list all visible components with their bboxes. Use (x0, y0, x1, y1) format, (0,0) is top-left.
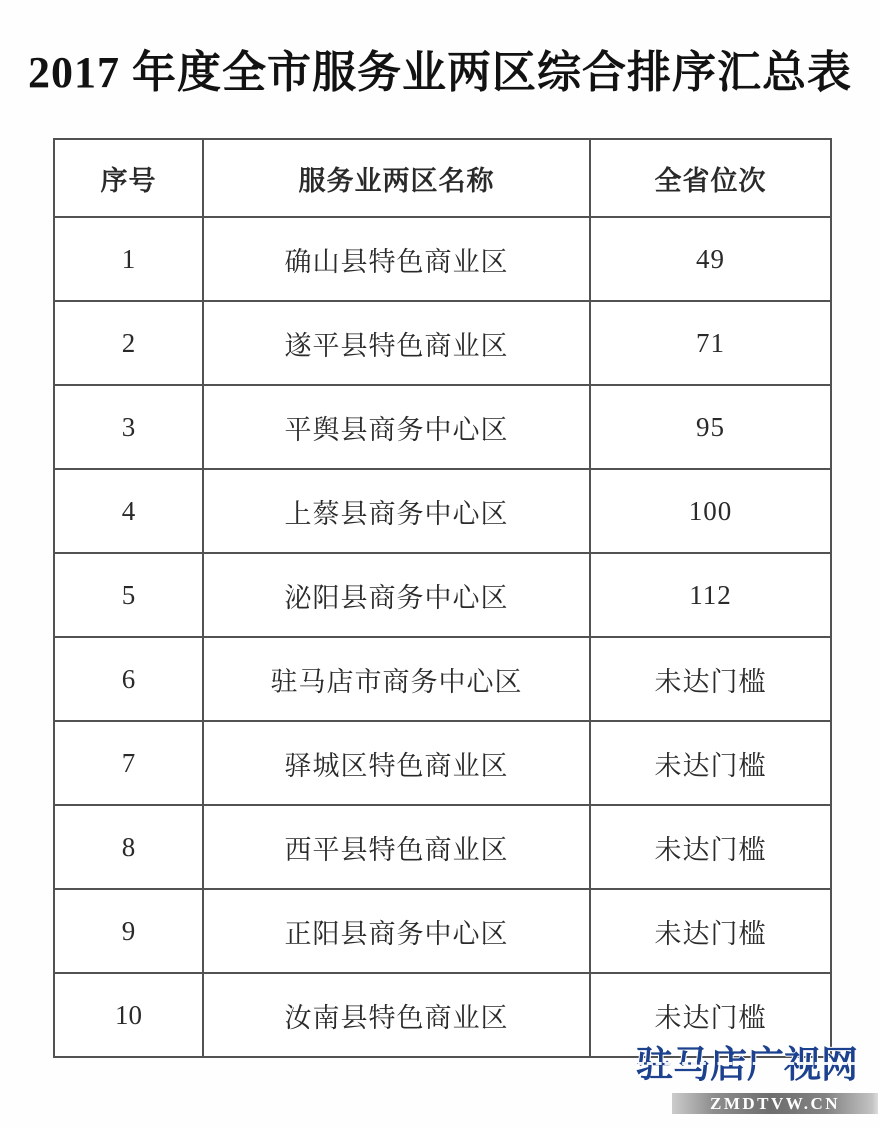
table-row (54, 217, 831, 301)
provincial-rank-cell: 100 (590, 469, 831, 553)
table-row (54, 889, 831, 973)
watermark-site-url: ZMDTVW.CN (709, 1094, 841, 1113)
provincial-rank-cell: 112 (590, 553, 831, 637)
provincial-rank-cell: 49 (590, 217, 831, 301)
zone-name-cell: 泌阳县商务中心区 (203, 553, 590, 637)
zone-name-cell: 确山县特色商业区 (203, 217, 590, 301)
header-zone-name: 服务业两区名称 (203, 139, 590, 217)
watermark-url-banner (672, 1093, 878, 1114)
serial-number-cell: 7 (54, 721, 203, 805)
serial-number-cell: 2 (54, 301, 203, 385)
table-row (54, 469, 831, 553)
provincial-rank-cell: 未达门槛 (590, 637, 831, 721)
provincial-rank-cell: 95 (590, 385, 831, 469)
zone-name-cell: 上蔡县商务中心区 (203, 469, 590, 553)
serial-number-cell: 8 (54, 805, 203, 889)
serial-number-cell: 3 (54, 385, 203, 469)
zone-name-cell: 遂平县特色商业区 (203, 301, 590, 385)
provincial-rank-cell: 未达门槛 (590, 805, 831, 889)
table-row (54, 637, 831, 721)
ranking-table (53, 138, 832, 1058)
table-row (54, 385, 831, 469)
table-row (54, 721, 831, 805)
header-serial-number: 序号 (54, 139, 203, 217)
serial-number-cell: 4 (54, 469, 203, 553)
header-provincial-rank: 全省位次 (590, 139, 831, 217)
zone-name-cell: 平舆县商务中心区 (203, 385, 590, 469)
zone-name-cell: 驻马店市商务中心区 (203, 637, 590, 721)
serial-number-cell: 6 (54, 637, 203, 721)
page-title: 2017 年度全市服务业两区综合排序汇总表 (28, 48, 852, 97)
provincial-rank-cell: 未达门槛 (590, 721, 831, 805)
watermark-site-logo: 驻马店广视网 (636, 1042, 858, 1088)
serial-number-cell: 5 (54, 553, 203, 637)
provincial-rank-cell: 未达门槛 (590, 973, 831, 1057)
serial-number-cell: 10 (54, 973, 203, 1057)
table-row (54, 301, 831, 385)
serial-number-cell: 9 (54, 889, 203, 973)
zone-name-cell: 驿城区特色商业区 (203, 721, 590, 805)
provincial-rank-cell: 未达门槛 (590, 889, 831, 973)
table-row (54, 805, 831, 889)
zone-name-cell: 西平县特色商业区 (203, 805, 590, 889)
provincial-rank-cell: 71 (590, 301, 831, 385)
serial-number-cell: 1 (54, 217, 203, 301)
table-header-row (54, 139, 831, 217)
zone-name-cell: 汝南县特色商业区 (203, 973, 590, 1057)
table-row (54, 553, 831, 637)
zone-name-cell: 正阳县商务中心区 (203, 889, 590, 973)
